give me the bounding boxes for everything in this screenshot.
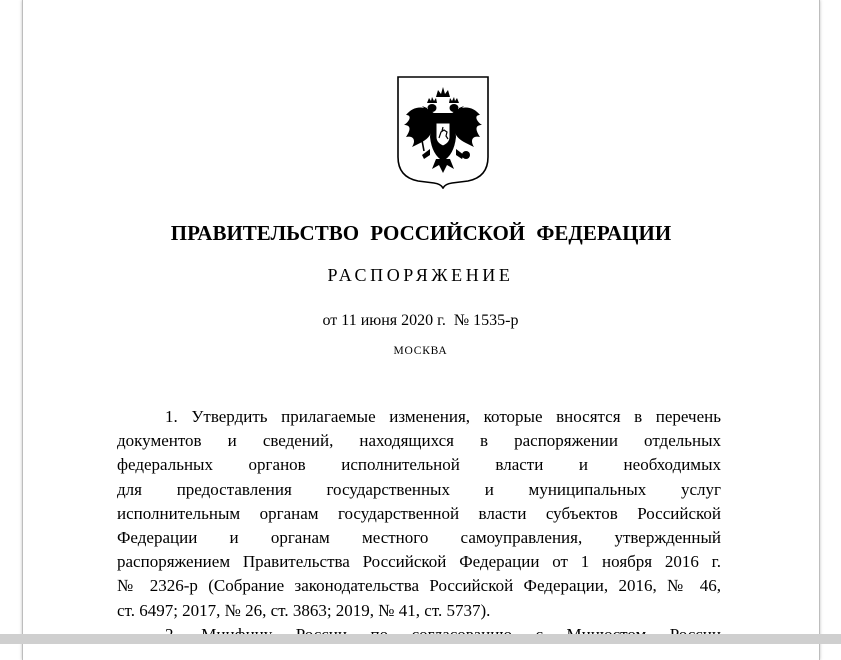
government-title: ПРАВИТЕЛЬСТВО РОССИЙСКОЙ ФЕДЕРАЦИИ	[170, 221, 672, 245]
paragraph-1-line: № 2326-р (Собрание законодательства Российской Федерации, 2016, № 46,	[117, 576, 721, 596]
paragraph-1-line: распоряжением Правительства Российской Федерации от 1 ноября 2016 г.	[117, 552, 721, 572]
document-body	[117, 405, 721, 647]
paragraph-1-line: федеральных органов исполнительной власти и необходимых	[117, 455, 721, 475]
viewer-bottom-edge	[0, 634, 841, 644]
document-date-number: от 11 июня 2020 г. № 1535-р	[322, 312, 519, 329]
document-type: РАСПОРЯЖЕНИЕ	[327, 265, 514, 285]
paragraph-1-line: для предоставления государственных и муниципальных услуг	[117, 479, 721, 499]
document-city: МОСКВА	[393, 345, 448, 357]
paragraph-1-line: документов и сведений, находящихся в распоряжении отдельных	[117, 431, 721, 451]
paragraph-1-line: ст. 6497; 2017, № 26, ст. 3863; 2019, № 41, ст. 5737).	[117, 600, 491, 620]
coat-of-arms-icon	[396, 75, 490, 189]
paragraph-1-line: Федерации и органам местного самоуправления, утвержденный	[117, 528, 721, 548]
paragraph-1-line: исполнительным органам государственной власти субъектов Российской	[117, 503, 721, 523]
paragraph-1-line: 1. Утвердить прилагаемые изменения, которые вносятся в перечень	[165, 407, 721, 426]
